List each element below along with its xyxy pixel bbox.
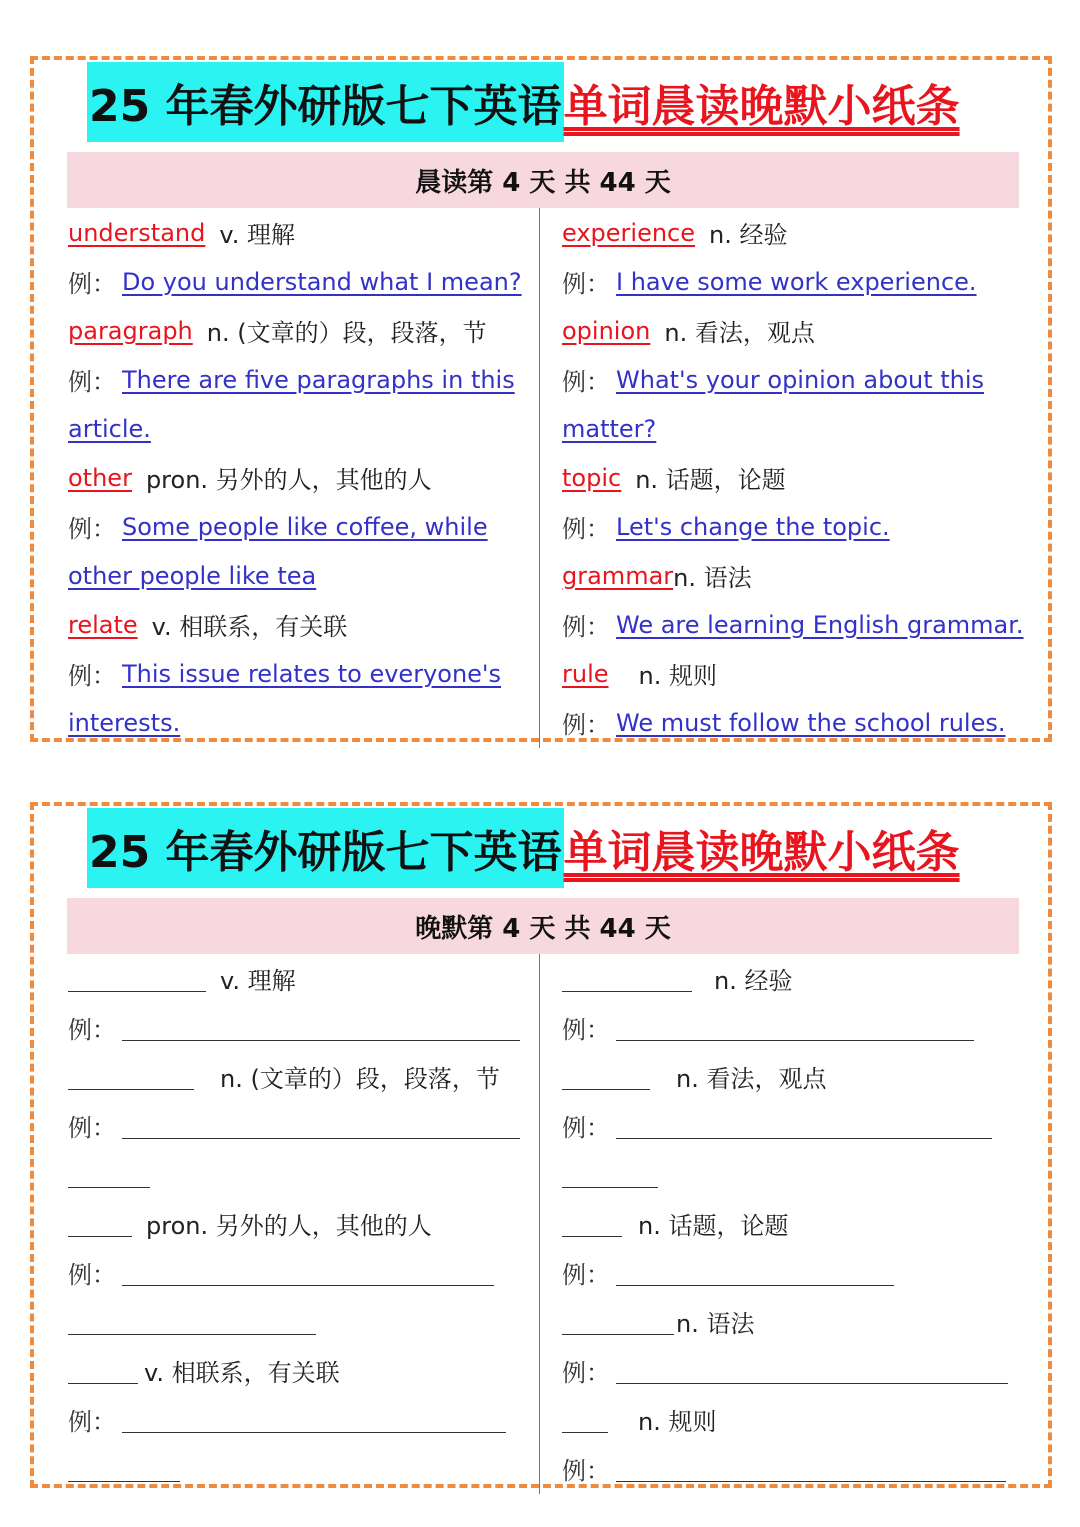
column-divider xyxy=(539,954,540,1494)
example-continuation xyxy=(562,404,1022,453)
example-sentence: What's your opinion about this xyxy=(616,365,985,394)
example-row xyxy=(562,257,1022,306)
blank-example-row xyxy=(68,1248,534,1297)
example-label: 例： xyxy=(68,1114,116,1142)
example-sentence-cont: article. xyxy=(68,414,151,443)
example-blank[interactable] xyxy=(616,1357,1008,1384)
example-label: 例： xyxy=(562,515,610,543)
example-label: 例： xyxy=(68,1261,116,1289)
blank-vocab-row xyxy=(562,1395,1022,1444)
word-blank[interactable] xyxy=(68,965,206,992)
evening-subtitle: 晚默第 4 天 共 44 天 xyxy=(67,898,1019,954)
column-divider xyxy=(539,208,540,748)
example-sentence-cont: other people like tea xyxy=(68,561,317,590)
vocab-word: opinion xyxy=(562,316,651,345)
example-blank-cont[interactable] xyxy=(562,1161,658,1188)
example-sentence: We must follow the school rules. xyxy=(616,708,1006,737)
blank-continuation xyxy=(68,1150,534,1199)
vocab-definition: n. 语法 xyxy=(676,1310,755,1338)
example-label: 例： xyxy=(68,1016,116,1044)
example-row xyxy=(68,257,534,306)
example-continuation xyxy=(68,698,534,747)
blank-example-row xyxy=(68,1395,534,1444)
example-blank[interactable] xyxy=(122,1014,520,1041)
example-label: 例： xyxy=(562,368,610,396)
example-label: 例： xyxy=(562,1016,610,1044)
vocab-definition: n. (文章的）段，段落，节 xyxy=(220,1065,500,1093)
vocab-word: experience xyxy=(562,218,696,247)
example-sentence: Let's change the topic. xyxy=(616,512,890,541)
vocab-word: understand xyxy=(68,218,206,247)
example-label: 例： xyxy=(68,368,116,396)
vocab-row xyxy=(562,208,1022,257)
example-label: 例： xyxy=(68,662,116,690)
blank-continuation xyxy=(68,1444,534,1493)
example-blank[interactable] xyxy=(122,1112,520,1139)
example-row xyxy=(68,649,534,698)
blank-vocab-row xyxy=(68,1346,534,1395)
vocab-row xyxy=(68,600,534,649)
vocab-definition: n. 经验 xyxy=(714,967,793,995)
card-title xyxy=(87,66,960,138)
example-blank[interactable] xyxy=(616,1259,894,1286)
vocab-row xyxy=(68,453,534,502)
example-row xyxy=(562,502,1022,551)
title-highlight: 25 年春外研版七下英语 xyxy=(87,62,564,142)
example-sentence-cont: interests. xyxy=(68,708,181,737)
example-sentence: This issue relates to everyone's xyxy=(122,659,502,688)
vocab-definition: n. (文章的）段，段落，节 xyxy=(206,319,487,347)
vocab-word: other xyxy=(68,463,132,492)
example-blank-cont[interactable] xyxy=(68,1161,150,1188)
example-blank[interactable] xyxy=(122,1259,494,1286)
word-blank[interactable] xyxy=(562,965,692,992)
example-label: 例： xyxy=(68,1408,116,1436)
example-label: 例： xyxy=(562,711,610,739)
vocab-word: rule xyxy=(562,659,609,688)
word-blank[interactable] xyxy=(68,1063,194,1090)
vocab-definition: v. 理解 xyxy=(219,221,295,249)
blank-vocab-row xyxy=(562,1052,1022,1101)
vocab-word: grammar xyxy=(562,561,674,590)
vocab-definition: n. 看法，观点 xyxy=(664,319,815,347)
vocab-definition: v. 理解 xyxy=(220,967,296,995)
vocab-row xyxy=(68,208,534,257)
evening-card xyxy=(30,802,1052,1488)
vocab-word: relate xyxy=(68,610,138,639)
example-sentence-cont: matter? xyxy=(562,414,657,443)
blank-example-row xyxy=(562,1003,1022,1052)
blank-vocab-row xyxy=(562,1199,1022,1248)
vocab-definition: v. 相联系，有关联 xyxy=(144,1359,340,1387)
vocab-definition: n. 经验 xyxy=(709,221,788,249)
blank-vocab-row xyxy=(562,954,1022,1003)
word-blank[interactable] xyxy=(562,1406,608,1433)
example-blank[interactable] xyxy=(616,1455,1006,1482)
example-label: 例： xyxy=(562,1261,610,1289)
vocab-definition: n. 话题，论题 xyxy=(635,466,786,494)
vocab-row xyxy=(562,306,1022,355)
example-label: 例： xyxy=(68,270,116,298)
word-blank[interactable] xyxy=(562,1063,650,1090)
vocab-definition: v. 相联系，有关联 xyxy=(151,613,348,641)
blank-vocab-row xyxy=(68,1052,534,1101)
example-label: 例： xyxy=(68,515,116,543)
blank-vocab-row xyxy=(68,1199,534,1248)
vocab-definition: n. 规则 xyxy=(638,662,717,690)
example-continuation xyxy=(68,404,534,453)
vocab-definition: n. 规则 xyxy=(638,1408,717,1436)
example-sentence: I have some work experience. xyxy=(616,267,977,296)
example-sentence: Some people like coffee, while xyxy=(122,512,488,541)
example-label: 例： xyxy=(562,270,610,298)
morning-right-column xyxy=(562,208,1022,747)
example-label: 例： xyxy=(562,1457,610,1485)
example-continuation xyxy=(68,551,534,600)
blank-vocab-row xyxy=(562,1297,1022,1346)
blank-example-row xyxy=(562,1248,1022,1297)
example-blank-cont[interactable] xyxy=(68,1455,180,1482)
title-highlight: 25 年春外研版七下英语 xyxy=(87,808,564,888)
evening-right-column xyxy=(562,954,1022,1493)
vocab-row xyxy=(562,649,1022,698)
blank-continuation xyxy=(562,1150,1022,1199)
title-red: 单词晨读晚默小纸条 xyxy=(563,81,960,132)
example-sentence: Do you understand what I mean? xyxy=(122,267,522,296)
word-blank[interactable] xyxy=(562,1210,622,1237)
example-label: 例： xyxy=(562,613,610,641)
example-row xyxy=(68,355,534,404)
title-red: 单词晨读晚默小纸条 xyxy=(563,827,960,878)
blank-example-row xyxy=(562,1346,1022,1395)
blank-example-row xyxy=(562,1444,1022,1493)
example-row xyxy=(562,355,1022,404)
word-blank[interactable] xyxy=(562,1308,674,1335)
example-blank[interactable] xyxy=(616,1014,974,1041)
blank-vocab-row xyxy=(68,954,534,1003)
blank-example-row xyxy=(68,1101,534,1150)
blank-continuation xyxy=(68,1297,534,1346)
morning-card xyxy=(30,56,1052,742)
vocab-definition: n. 话题，论题 xyxy=(638,1212,789,1240)
vocab-definition: n. 语法 xyxy=(673,564,752,592)
example-row xyxy=(68,502,534,551)
blank-example-row xyxy=(562,1101,1022,1150)
vocab-word: paragraph xyxy=(68,316,193,345)
example-blank[interactable] xyxy=(616,1112,992,1139)
vocab-row xyxy=(68,306,534,355)
vocab-definition: pron. 另外的人，其他的人 xyxy=(146,1212,432,1240)
vocab-definition: pron. 另外的人，其他的人 xyxy=(145,466,432,494)
vocab-word: topic xyxy=(562,463,622,492)
blank-example-row xyxy=(68,1003,534,1052)
card-title xyxy=(87,812,960,884)
vocab-definition: n. 看法，观点 xyxy=(676,1065,827,1093)
vocab-row xyxy=(562,551,1022,600)
morning-left-column xyxy=(68,208,534,747)
example-row xyxy=(562,698,1022,747)
example-label: 例： xyxy=(562,1359,610,1387)
morning-subtitle: 晨读第 4 天 共 44 天 xyxy=(67,152,1019,208)
word-blank[interactable] xyxy=(68,1210,132,1237)
word-blank[interactable] xyxy=(68,1357,138,1384)
example-row xyxy=(562,600,1022,649)
example-sentence: There are five paragraphs in this xyxy=(122,365,515,394)
example-blank[interactable] xyxy=(122,1406,506,1433)
vocab-row xyxy=(562,453,1022,502)
example-label: 例： xyxy=(562,1114,610,1142)
example-blank-cont[interactable] xyxy=(68,1308,316,1335)
evening-left-column xyxy=(68,954,534,1493)
example-sentence: We are learning English grammar. xyxy=(616,610,1024,639)
